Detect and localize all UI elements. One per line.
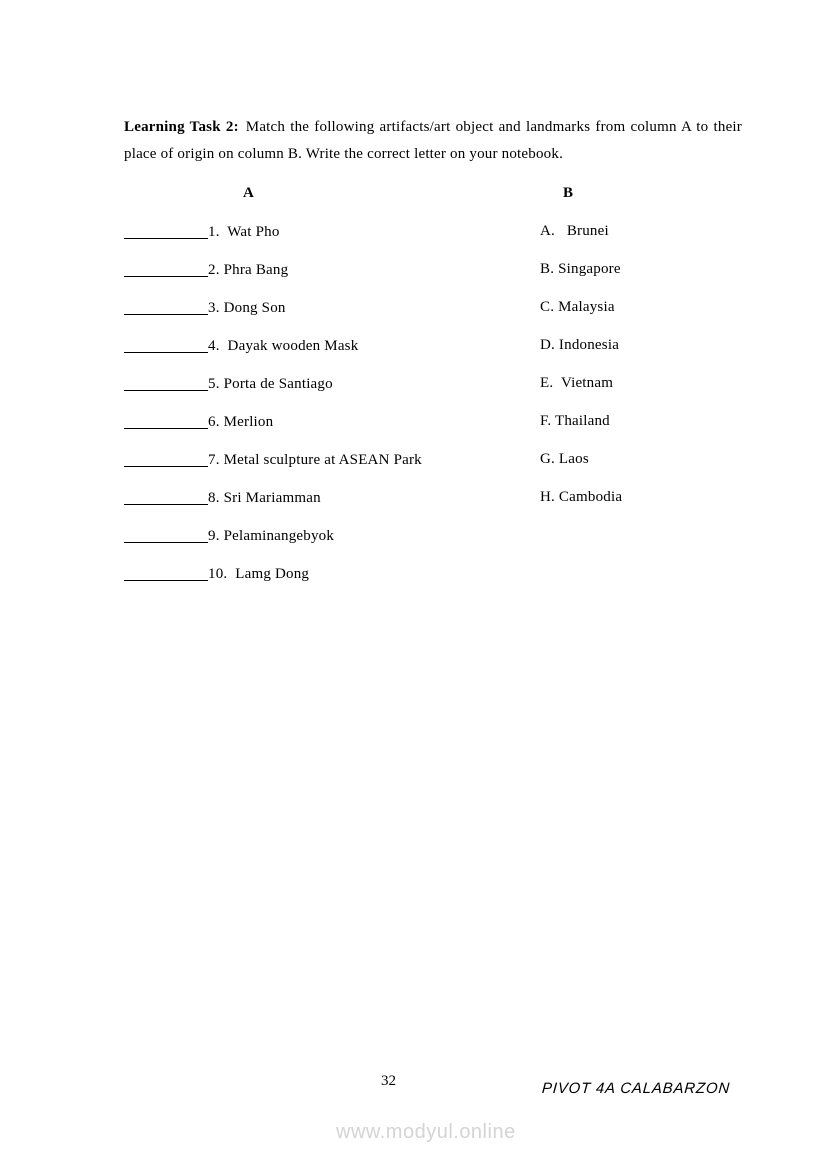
column-b-header: B — [563, 185, 574, 201]
match-item-text: 5. Porta de Santiago — [208, 376, 333, 392]
option-row — [540, 337, 742, 375]
option-row — [540, 451, 742, 489]
match-row — [124, 299, 540, 337]
match-row — [124, 527, 540, 565]
match-row — [124, 337, 540, 375]
option-row — [540, 489, 742, 527]
option-row — [540, 375, 742, 413]
task-instructions: Match the following artifacts/art object and landmarks from column A to their place of origin on column B. Write the correct letter on your notebook. — [124, 119, 742, 162]
option-item-text: H. Cambodia — [540, 489, 623, 505]
page-content — [124, 99, 742, 603]
answer-blank — [124, 451, 208, 467]
footer-brand: PIVOT 4A CALABARZON — [541, 1080, 731, 1097]
match-item-text: 10. Lamg Dong — [208, 566, 310, 582]
page-number: 32 — [381, 1073, 396, 1089]
option-item-text: A. Brunei — [540, 223, 609, 239]
option-item-text: G. Laos — [540, 451, 589, 467]
match-row — [124, 489, 540, 527]
option-row — [540, 261, 742, 299]
match-item-text: 2. Phra Bang — [208, 262, 289, 278]
match-row — [124, 375, 540, 413]
instructions-paragraph — [124, 114, 742, 168]
match-row — [124, 223, 540, 261]
match-item-text: 9. Pelaminangebyok — [208, 528, 335, 544]
option-item-text: B. Singapore — [540, 261, 621, 277]
match-row — [124, 451, 540, 489]
answer-blank — [124, 375, 208, 391]
option-item-text: D. Indonesia — [540, 337, 620, 353]
answer-blank — [124, 527, 208, 543]
answer-blank — [124, 337, 208, 353]
option-row — [540, 223, 742, 261]
match-item-text: 7. Metal sculpture at ASEAN Park — [208, 452, 422, 468]
matching-exercise — [124, 185, 742, 603]
match-item-text: 1. Wat Pho — [208, 224, 280, 240]
option-item-text: C. Malaysia — [540, 299, 615, 315]
answer-blank — [124, 565, 208, 581]
match-item-text: 4. Dayak wooden Mask — [208, 338, 359, 354]
answer-blank — [124, 489, 208, 505]
match-row — [124, 565, 540, 603]
answer-blank — [124, 261, 208, 277]
match-row — [124, 261, 540, 299]
option-item-text: E. Vietnam — [540, 375, 614, 391]
answer-blank — [124, 223, 208, 239]
option-row — [540, 413, 742, 451]
option-row — [540, 299, 742, 337]
match-row — [124, 413, 540, 451]
column-a-header: A — [243, 185, 255, 201]
column-b — [540, 185, 742, 603]
option-item-text: F. Thailand — [540, 413, 610, 429]
answer-blank — [124, 413, 208, 429]
match-item-text: 6. Merlion — [208, 414, 274, 430]
watermark: www.modyul.online — [336, 1121, 516, 1143]
task-title: Learning Task 2: — [124, 119, 239, 135]
match-item-text: 8. Sri Mariamman — [208, 490, 321, 506]
answer-blank — [124, 299, 208, 315]
column-a — [124, 185, 540, 603]
match-item-text: 3. Dong Son — [208, 300, 286, 316]
